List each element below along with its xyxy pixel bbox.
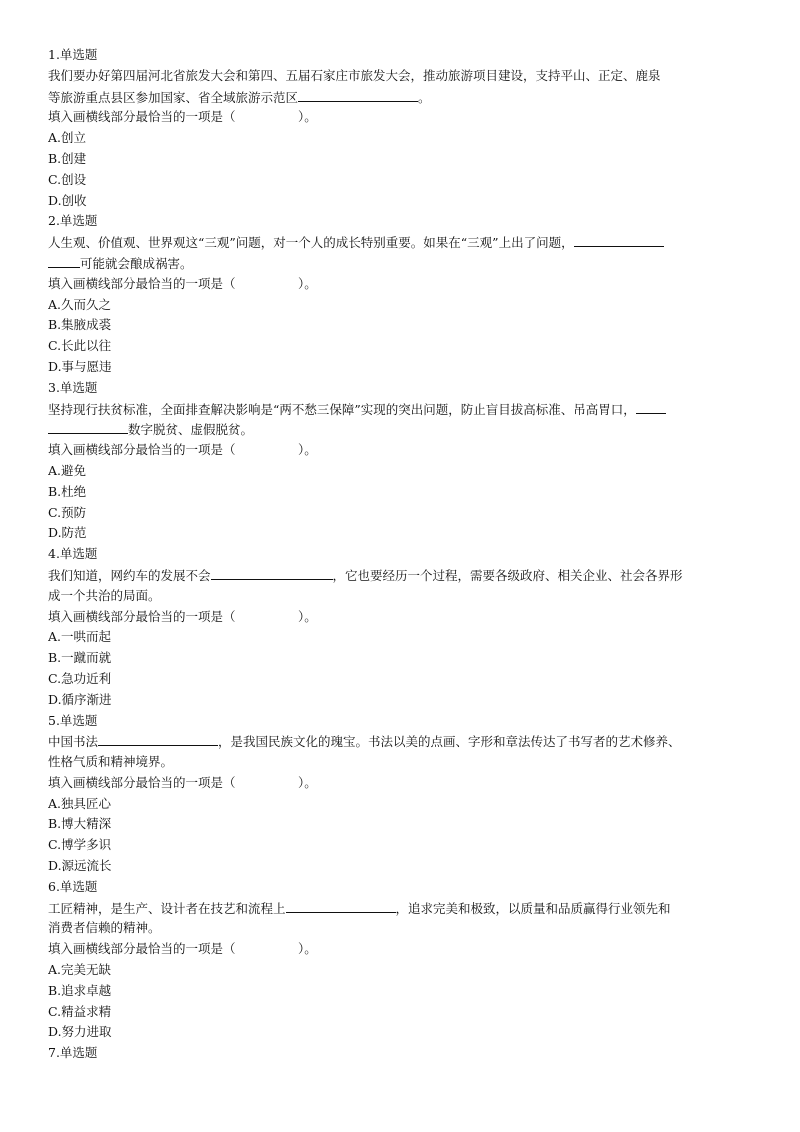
question-stem-text: 坚持现行扶贫标准，全面排查解决影响是“两不愁三保障”实现的突出问题，防止盲目拔高标准、吊高胃口， (48, 401, 636, 417)
question-stem-line (48, 586, 758, 607)
question-prompt: 填入画横线部分最恰当的一项是（ ）。 (48, 774, 317, 790)
option-d[interactable]: D.源远流长 (48, 858, 112, 874)
option-c[interactable]: C.创设 (48, 171, 87, 187)
question-stem-line (48, 253, 758, 274)
option-a[interactable]: A.独具匠心 (48, 795, 112, 811)
option-b[interactable]: B.一蹴而就 (48, 650, 112, 666)
question-4 (48, 544, 758, 710)
question-stem-text: 工匠精神，是生产、设计者在技艺和流程上 (48, 900, 286, 916)
fill-blank (636, 399, 666, 414)
option-c[interactable]: C.精益求精 (48, 1003, 112, 1019)
option-b[interactable]: B.追求卓越 (48, 982, 112, 998)
fill-blank (48, 253, 80, 268)
question-prompt: 填入画横线部分最恰当的一项是（ ）。 (48, 442, 317, 458)
question-stem-text: 消费者信赖的精神。 (48, 920, 161, 936)
question-header: 7.单选题 (48, 1045, 98, 1061)
question-header: 6.单选题 (48, 878, 98, 894)
question-prompt: 填入画横线部分最恰当的一项是（ ）。 (48, 109, 317, 125)
question-header: 3.单选题 (48, 379, 98, 395)
question-stem-text: 等旅游重点县区参加国家、省全域旅游示范区 (48, 89, 299, 105)
question-stem-line (48, 752, 758, 773)
option-c[interactable]: C.预防 (48, 504, 87, 520)
question-header: 5.单选题 (48, 712, 98, 728)
question-stem-text: 人生观、价值观、世界观这“三观”问题，对一个人的成长特别重要。如果在“三观”上出了问题， (48, 235, 574, 251)
option-a[interactable]: A.久而久之 (48, 296, 112, 312)
question-1 (48, 45, 758, 211)
option-b[interactable]: B.杜绝 (48, 483, 87, 499)
question-stem-line (48, 731, 758, 752)
option-d[interactable]: D.努力进取 (48, 1024, 112, 1040)
option-d[interactable]: D.防范 (48, 525, 87, 541)
option-d[interactable]: D.事与愿违 (48, 358, 112, 374)
question-stem-line (48, 87, 758, 108)
fill-blank (574, 232, 664, 247)
question-header: 1.单选题 (48, 47, 98, 62)
question-stem-text: 数字脱贫、虚假脱贫。 (128, 422, 254, 438)
question-5 (48, 711, 758, 877)
option-b[interactable]: B.创建 (48, 150, 87, 166)
fill-blank (211, 565, 333, 580)
question-header: 2.单选题 (48, 213, 98, 229)
question-stem-line (48, 565, 758, 586)
question-stem-line (48, 419, 758, 440)
question-stem-line (48, 66, 758, 87)
option-b[interactable]: B.集腋成裘 (48, 317, 112, 333)
option-b[interactable]: B.博大精深 (48, 816, 112, 832)
question-stem-line (48, 898, 758, 919)
question-stem-line (48, 232, 758, 253)
option-a[interactable]: A.避免 (48, 462, 87, 478)
question-stem-text: ，它也要经历一个过程，需要各级政府、相关企业、社会各界形 (332, 567, 683, 583)
option-c[interactable]: C.长此以往 (48, 338, 112, 354)
option-a[interactable]: A.一哄而起 (48, 629, 112, 645)
question-stem-line (48, 918, 758, 939)
fill-blank (98, 731, 218, 746)
exam-page (48, 45, 758, 1064)
question-6 (48, 877, 758, 1043)
question-7 (48, 1043, 758, 1064)
option-a[interactable]: A.创立 (48, 130, 87, 146)
question-stem-text: ，追求完美和极致，以质量和品质赢得行业领先和 (395, 900, 671, 916)
question-3 (48, 378, 758, 544)
question-prompt: 填入画横线部分最恰当的一项是（ ）。 (48, 941, 317, 957)
option-c[interactable]: C.博学多识 (48, 837, 112, 853)
question-stem-text: 。 (418, 89, 431, 105)
option-d[interactable]: D.创收 (48, 192, 87, 208)
question-stem-text: 可能就会酿成祸害。 (80, 255, 193, 271)
question-stem-line (48, 399, 758, 420)
question-stem-text: 中国书法 (48, 734, 99, 750)
question-header: 4.单选题 (48, 546, 98, 562)
question-stem-text: 我们知道，网约车的发展不会 (48, 567, 211, 583)
question-prompt: 填入画横线部分最恰当的一项是（ ）。 (48, 275, 317, 291)
fill-blank (48, 419, 128, 434)
question-2 (48, 211, 758, 377)
option-a[interactable]: A.完美无缺 (48, 962, 112, 978)
question-stem-text: 成一个共治的局面。 (48, 587, 161, 603)
question-stem-text: 我们要办好第四届河北省旅发大会和第四、五届石家庄市旅发大会，推动旅游项目建设，支持平山、正定、鹿泉 (48, 67, 661, 83)
question-stem-text: ，是我国民族文化的瑰宝。书法以美的点画、字形和章法传达了书写者的艺术修养、 (218, 734, 681, 750)
question-stem-text: 性格气质和精神境界。 (48, 754, 174, 770)
fill-blank (286, 898, 396, 913)
question-prompt: 填入画横线部分最恰当的一项是（ ）。 (48, 608, 317, 624)
option-d[interactable]: D.循序渐进 (48, 691, 112, 707)
fill-blank (298, 87, 418, 102)
option-c[interactable]: C.急功近利 (48, 670, 112, 686)
